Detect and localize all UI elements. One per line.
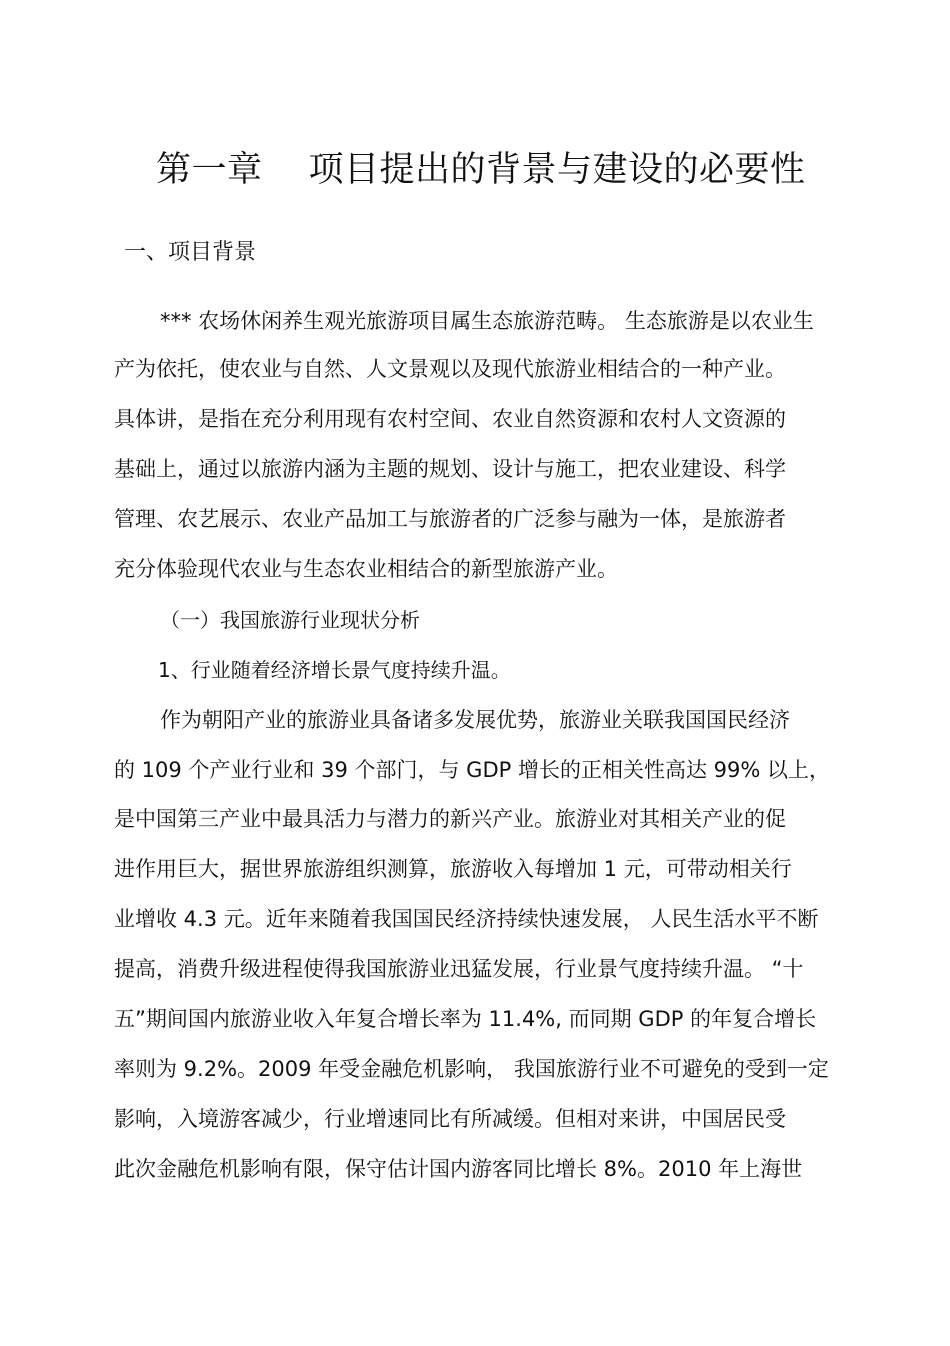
paragraph-line: 是中国第三产业中最具活力与潜力的新兴产业。旅游业对其相关产业的促 <box>114 807 786 831</box>
paragraph-line: 进作用巨大，据世界旅游组织测算，旅游收入每增加 1 元，可带动相关行 <box>114 857 792 881</box>
paragraph-line: 此次金融危机影响有限，保守估计国内游客同比增长 8%。2010 年上海世 <box>114 1157 803 1181</box>
paragraph-line: 率则为 9.2%。2009 年受金融危机影响， 我国旅游行业不可避免的受到一定 <box>114 1057 829 1081</box>
paragraph-line: 影响，入境游客减少，行业增速同比有所减缓。但相对来讲，中国居民受 <box>114 1107 786 1131</box>
paragraph-line: *** 农场休闲养生观光旅游项目属生态旅游范畴。 生态旅游是以农业生 <box>160 309 814 333</box>
paragraph-line: 产为依托，使农业与自然、人文景观以及现代旅游业相结合的一种产业。 <box>114 357 786 381</box>
chapter-title-text: 项目提出的背景与建设的必要性 <box>308 150 806 190</box>
paragraph-line: 业增收 4.3 元。近年来随着我国国民经济持续快速发展， 人民生活水平不断 <box>114 907 819 931</box>
subsection-heading: （一）我国旅游行业现状分析 <box>160 608 420 632</box>
paragraph-line: 基础上，通过以旅游内涵为主题的规划、设计与施工，把农业建设、科学 <box>114 457 786 481</box>
paragraph-line: 五”期间国内旅游业收入年复合增长率为 11.4%, 而同期 GDP 的年复合增长 <box>114 1007 817 1031</box>
point-heading: 1、行业随着经济增长景气度持续升温。 <box>158 658 511 682</box>
paragraph-line: 提高，消费升级进程使得我国旅游业迅猛发展，行业景气度持续升温。 “十 <box>114 957 804 981</box>
chapter-number: 第一章 <box>156 150 263 190</box>
paragraph-line: 作为朝阳产业的旅游业具备诸多发展优势，旅游业关联我国国民经济 <box>160 708 790 732</box>
paragraph-line: 的 109 个产业行业和 39 个部门，与 GDP 增长的正相关性高达 99% 以上， <box>114 758 830 782</box>
chapter-title <box>156 144 806 196</box>
section-heading: 一、项目背景 <box>124 240 257 265</box>
paragraph-line: 管理、农艺展示、农业产品加工与旅游者的广泛参与融为一体，是旅游者 <box>114 507 786 531</box>
paragraph-line: 充分体验现代农业与生态农业相结合的新型旅游产业。 <box>114 557 618 581</box>
paragraph-line: 具体讲，是指在充分利用现有农村空间、农业自然资源和农村人文资源的 <box>114 407 786 431</box>
